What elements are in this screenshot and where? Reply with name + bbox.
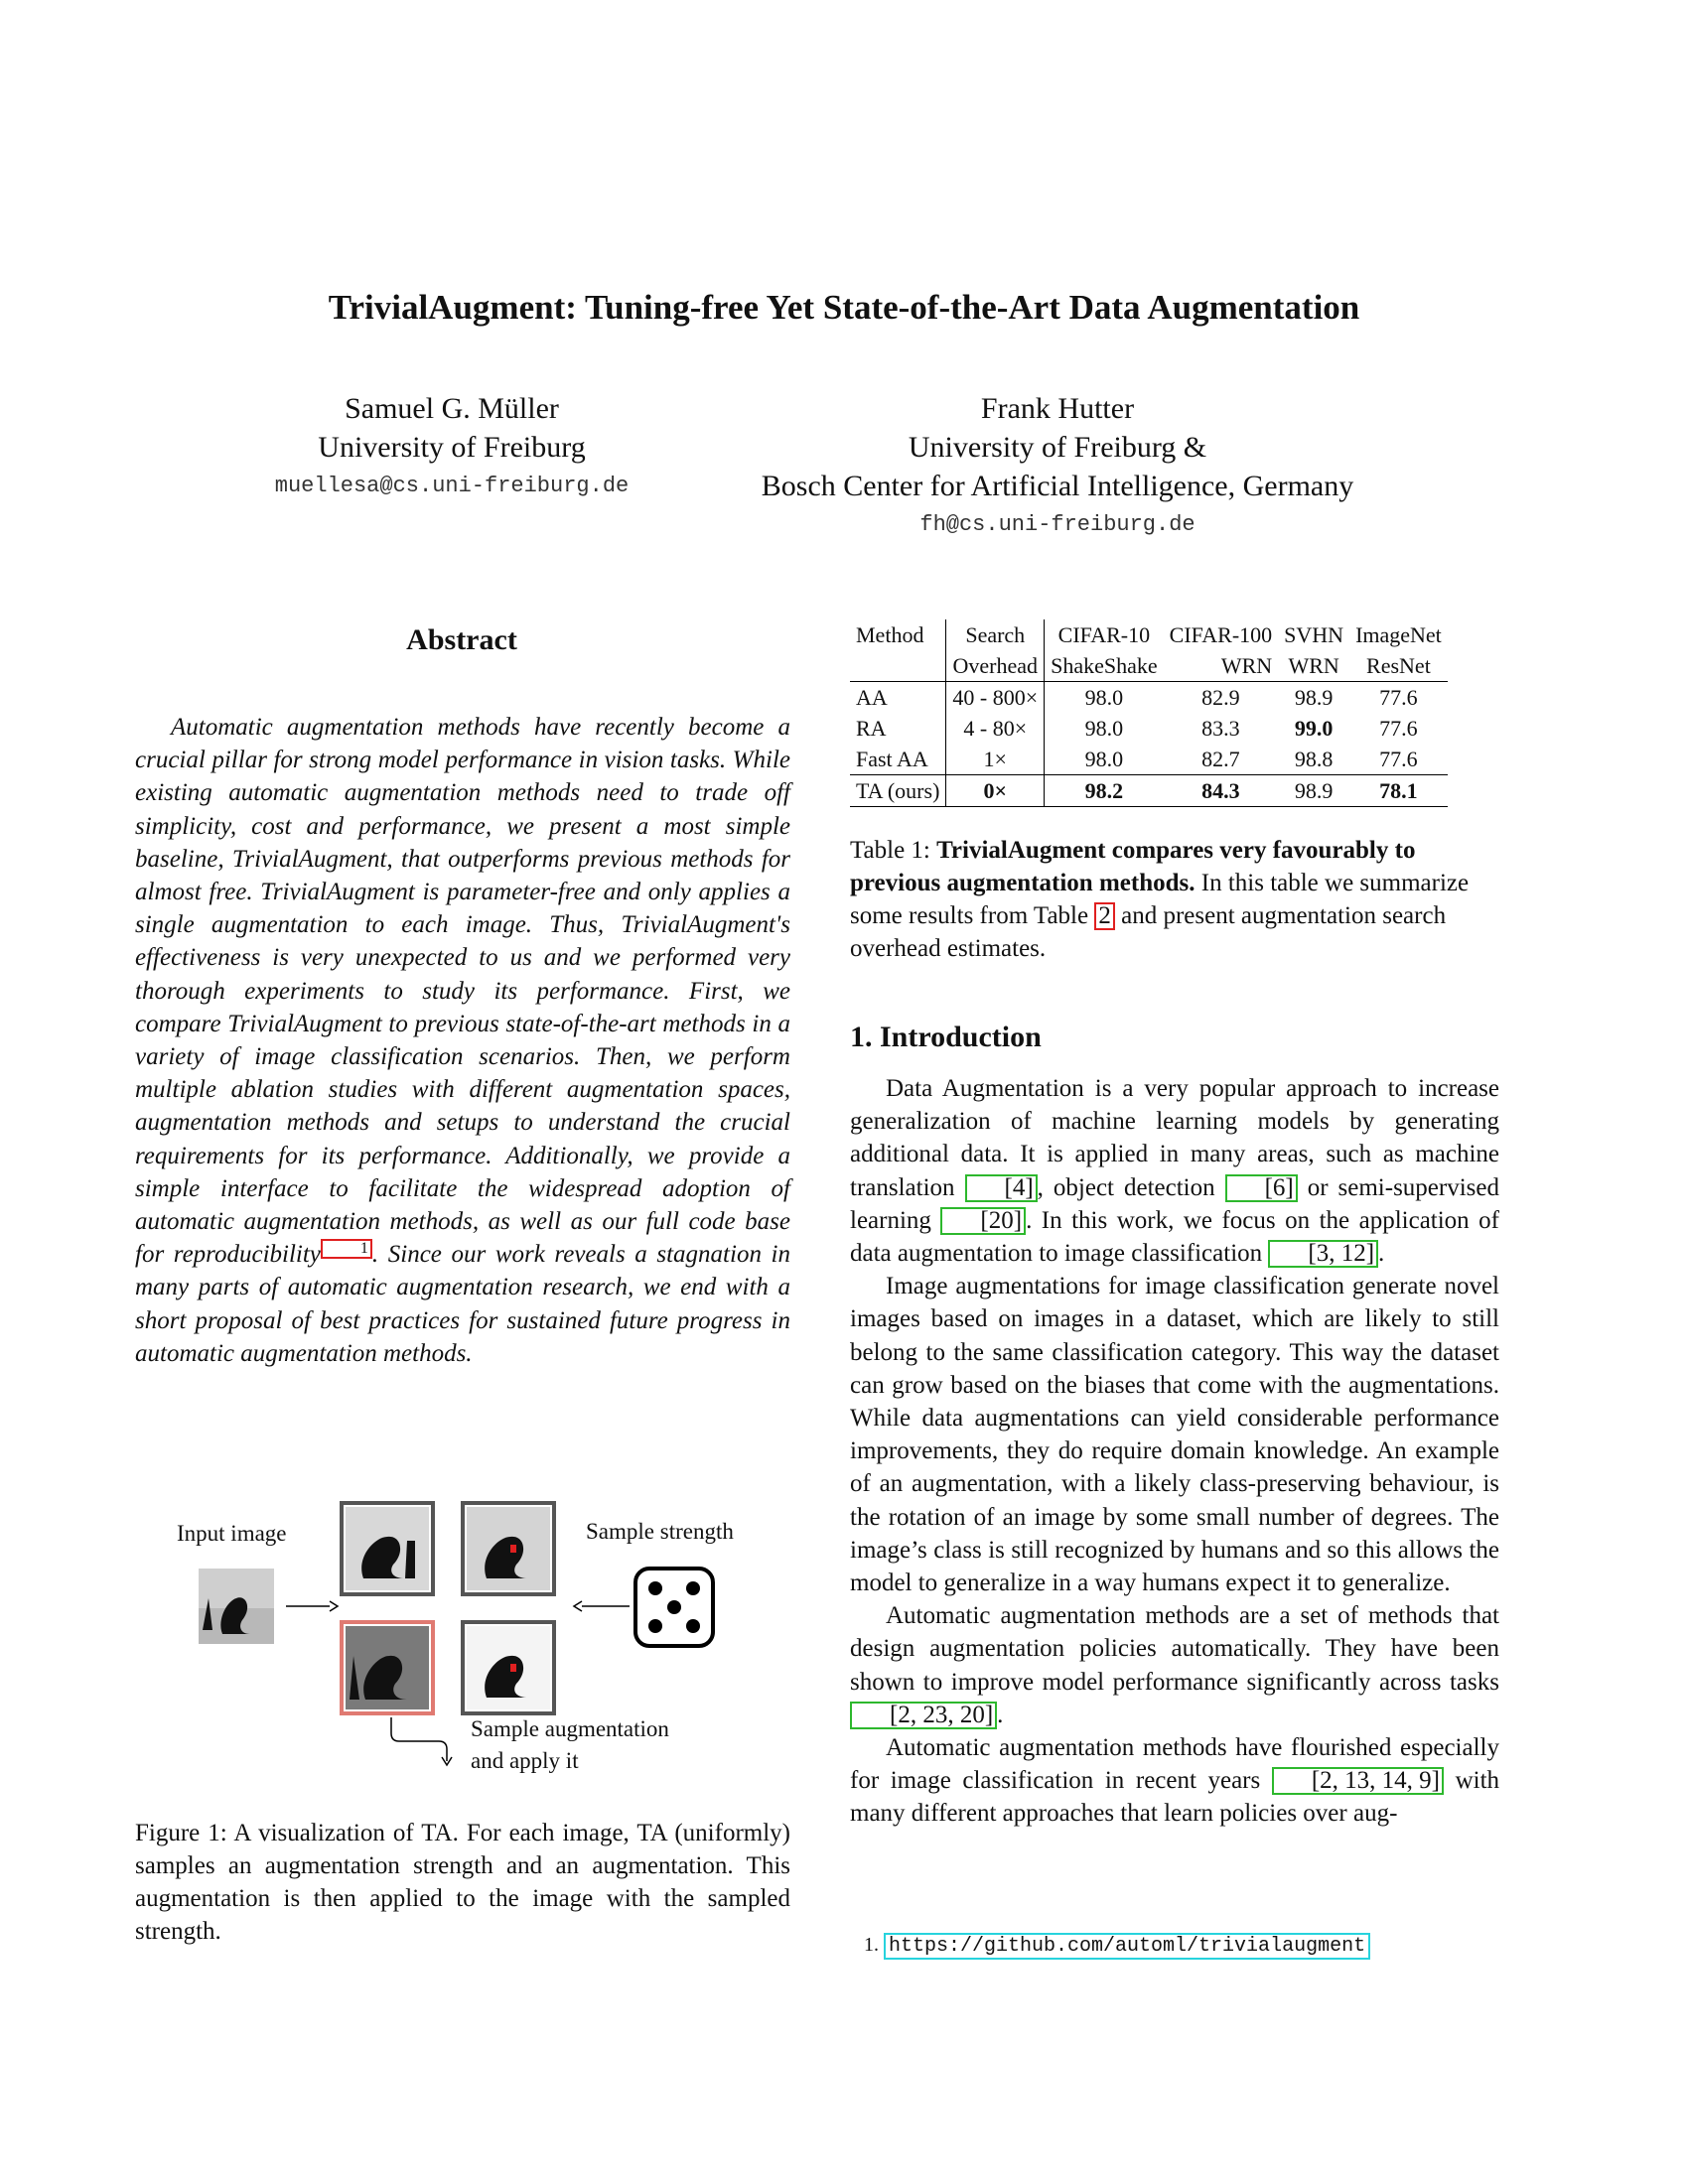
- sample-augmentation-line1: Sample augmentation: [471, 1716, 669, 1741]
- table-header-cell: CIFAR-10: [1057, 622, 1151, 647]
- github-link[interactable]: https://github.com/automl/trivialaugment: [884, 1933, 1370, 1960]
- table-header-cell: ResNet: [1349, 650, 1448, 682]
- sample-augmentation-label: [471, 1713, 669, 1777]
- text-span: Automatic augmentation methods are a set of methods that design augmentation policies automatically. They have been shown to improve model performance significantly across tasks: [850, 1602, 1499, 1696]
- table-cell: 98.9: [1294, 685, 1334, 710]
- table-caption-bold: TrivialAugment compares very favourably to previous augmentation methods.: [850, 837, 1416, 896]
- table-header-row-1: [850, 619, 1448, 650]
- table-caption-text-end: and present augmentation search overhead estimates.: [850, 902, 1447, 962]
- table-cell: 98.0: [1084, 685, 1124, 710]
- citation-link[interactable]: [2, 13, 14, 9]: [1272, 1767, 1444, 1795]
- augmented-image-1: [342, 1503, 433, 1594]
- table-caption-label: Table 1:: [850, 837, 930, 864]
- table-cell-method: AA: [850, 682, 946, 714]
- table-cell: 98.8: [1294, 747, 1334, 771]
- paper-title: TrivialAugment: Tuning-free Yet State-of-the-Art Data Augmentation: [328, 288, 1360, 327]
- citation-link[interactable]: [6]: [1225, 1174, 1298, 1202]
- table-header-cell: ImageNet: [1355, 622, 1442, 647]
- table-cell-best: 99.0: [1294, 716, 1334, 741]
- author-1: [228, 389, 675, 505]
- author-1-email: muellesa@cs.uni-freiburg.de: [274, 474, 630, 498]
- intro-paragraph-3: [850, 1599, 1499, 1731]
- results-table: [850, 619, 1448, 807]
- author-2-email: fh@cs.uni-freiburg.de: [919, 512, 1196, 537]
- text-span: Automatic augmentation methods have flourished especially for image classification in recent years: [850, 1734, 1499, 1795]
- sample-strength-label: Sample strength: [586, 1519, 734, 1544]
- augmented-image-4: [463, 1622, 554, 1713]
- table-cell: 82.9: [1201, 685, 1240, 710]
- citation-link[interactable]: [20]: [940, 1207, 1026, 1235]
- table-1-caption: [850, 834, 1497, 965]
- table-header-cell: CIFAR-100: [1169, 622, 1273, 647]
- table-cell-best: 84.3: [1164, 775, 1279, 807]
- table-cell: 83.3: [1201, 716, 1240, 741]
- author-2-affiliation-line2: Bosch Center for Artificial Intelligence, Germany: [761, 470, 1354, 502]
- intro-paragraph-1: [850, 1072, 1499, 1270]
- footnote-number: 1.: [864, 1934, 879, 1956]
- table-cell: 98.0: [1084, 747, 1124, 771]
- table-cell-best: 78.1: [1349, 775, 1448, 807]
- table-cell: 77.6: [1379, 685, 1418, 710]
- table-header-cell: WRN: [1164, 650, 1279, 682]
- citation-link[interactable]: [2, 23, 20]: [850, 1702, 997, 1729]
- author-2-affiliation-line1: University of Freiburg &: [908, 431, 1207, 464]
- table-row: [850, 682, 1448, 714]
- text-span: . In this work, we focus on the application of data augmentation to image classification: [850, 1206, 1499, 1268]
- introduction-text: [850, 1072, 1499, 1831]
- author-2: [695, 389, 1420, 544]
- table-header-cell: Method: [850, 619, 946, 650]
- figure-1-caption: Figure 1: A visualization of TA. For each image, TA (uniformly) samples an augmentation strength and an augmentation. This augmentation is then applied to the image with the sampled strength.: [135, 1820, 790, 1945]
- abstract-heading: Abstract: [406, 623, 517, 656]
- citation-link[interactable]: [4]: [965, 1174, 1038, 1202]
- table-cell: 98.0: [1084, 716, 1124, 741]
- table-row: [850, 744, 1448, 775]
- table-cell-overhead: 1×: [946, 744, 1045, 775]
- intro-paragraph-2: Image augmentations for image classification generate novel images based on images in a dataset, which are likely to still belong to the same classification category. This way the dataset can grow based on the biases that come with the augmentations. While data augmentations can yield considerable performance improvements, they do require domain knowledge. An example of an augmentation, with a likely class-preserving behaviour, is the rotation of an image by some small number of degrees. The image’s class is still recognized by humans and so this allows the model to generalize in a way humans expect it to generalize.: [850, 1273, 1499, 1597]
- table-header-row-2: [850, 650, 1448, 682]
- figure-1: [135, 1479, 790, 1777]
- author-1-affiliation: University of Freiburg: [318, 431, 586, 464]
- input-swan-image: [199, 1569, 274, 1644]
- table-cell-method: TA (ours): [850, 775, 946, 807]
- table-header-cell: WRN: [1278, 650, 1349, 682]
- table-cell-method: RA: [850, 713, 946, 744]
- table-header-cell: [850, 650, 946, 682]
- text-span: .: [1378, 1240, 1385, 1268]
- augmented-image-3-selected: [342, 1622, 433, 1713]
- input-image-label: Input image: [177, 1521, 287, 1546]
- citation-link[interactable]: [3, 12]: [1268, 1240, 1378, 1268]
- table-cell-best: 98.2: [1045, 775, 1164, 807]
- table-row: [850, 713, 1448, 744]
- table-header-cell: Overhead: [946, 650, 1045, 682]
- table-cell-overhead: 40 - 800×: [946, 682, 1045, 714]
- table-caption-text: In this table we summarize some results from Table: [850, 870, 1470, 929]
- table-cell: 98.9: [1278, 775, 1349, 807]
- footnote-mark-link[interactable]: 1: [321, 1239, 372, 1259]
- augmented-image-2: [463, 1503, 554, 1594]
- abstract-text: [135, 711, 790, 1370]
- table-cell-method: Fast AA: [850, 744, 946, 775]
- section-heading-introduction: 1. Introduction: [850, 1021, 1042, 1053]
- footnote: [864, 1934, 1370, 1958]
- abstract-body-end: . Since our work reveals a stagnation in many parts of automatic augmentation research, we end with a short proposal of best practices for sustained future progress in automatic augmentation methods.: [135, 1241, 790, 1367]
- table-cell: 77.6: [1379, 716, 1418, 741]
- table-2-link[interactable]: 2: [1094, 902, 1115, 930]
- text-span: or semi-supervised learning: [850, 1173, 1500, 1234]
- table-cell: 82.7: [1201, 747, 1240, 771]
- sample-augmentation-line2: and apply it: [471, 1748, 579, 1773]
- table-cell-overhead: 4 - 80×: [946, 713, 1045, 744]
- abstract-body: Automatic augmentation methods have recently become a crucial pillar for strong model performance in vision tasks. While existing automatic augmentation methods need to trade off simplicity, cost and performance, we present a most simple baseline, TrivialAugment, that outperforms previous methods for almost free. TrivialAugment is parameter-free and only applies a single augmentation to each image. Thus, TrivialAugment's effectiveness is very unexpected to us and we performed very thorough experiments to study its performance. First, we compare TrivialAugment to previous state-of-the-art methods in a variety of image classification scenarios. Then, we perform multiple ablation studies with different augmentation spaces, augmentation methods and setups to understand the crucial requirements for its performance. Additionally, we provide a simple interface to facilitate the widespread adoption of automatic augmentation methods, as well as our full code base for reproducibility: [135, 714, 790, 1269]
- table-header-cell: SVHN: [1284, 622, 1344, 647]
- table-header-cell: Search: [946, 619, 1045, 650]
- table-row: [850, 775, 1448, 807]
- author-1-name: Samuel G. Müller: [345, 392, 559, 425]
- text-span: .: [997, 1701, 1004, 1728]
- table-cell: 77.6: [1379, 747, 1418, 771]
- figure-1-illustration: [135, 1479, 790, 1777]
- table-header-cell: ShakeShake: [1045, 650, 1164, 682]
- hook-arrow: [391, 1717, 447, 1761]
- text-span: Data Augmentation is a very popular approach to increase generalization of machine learning models by generating additional data. It is applied in many areas, such as machine translation: [850, 1075, 1499, 1201]
- table-cell-overhead-best: 0×: [946, 775, 1045, 807]
- author-2-name: Frank Hutter: [980, 392, 1135, 425]
- intro-paragraph-4: [850, 1731, 1499, 1831]
- text-span: with many different approaches that learn policies over aug-: [850, 1767, 1500, 1828]
- text-span: , object detection: [1037, 1173, 1215, 1201]
- dice-icon: [635, 1569, 713, 1646]
